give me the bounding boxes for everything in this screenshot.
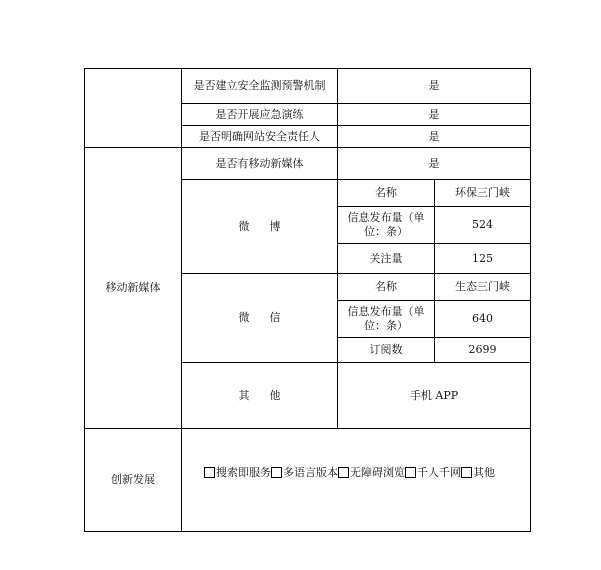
weibo-label [182, 180, 338, 274]
option-other: 其他 [473, 466, 495, 479]
innovation-options [182, 429, 531, 532]
other-label-b: 他 [269, 388, 281, 402]
wechat-name-label: 名称 [338, 274, 435, 301]
other-value: 手机 APP [338, 363, 531, 429]
mobile-section-label: 移动新媒体 [85, 148, 182, 429]
wechat-label-a: 微 [238, 311, 250, 324]
weibo-name-value: 环保三门峡 [435, 180, 531, 207]
monitor-value: 是 [338, 69, 531, 104]
innovation-section-label: 创新发展 [85, 429, 182, 532]
responsible-label: 是否明确网站安全责任人 [182, 126, 338, 148]
wechat-label-b: 信 [269, 311, 281, 324]
wechat-posts-value: 640 [435, 301, 531, 338]
option-personalized: 千人千网 [417, 466, 461, 479]
checkbox-other[interactable] [461, 467, 472, 478]
government-website-report-table [84, 68, 531, 532]
other-label [182, 363, 338, 429]
checkbox-search-service[interactable] [204, 467, 215, 478]
option-accessibility: 无障碍浏览 [350, 466, 405, 479]
weibo-name-label: 名称 [338, 180, 435, 207]
wechat-label [182, 274, 338, 363]
has-mobile-value: 是 [338, 148, 531, 180]
other-label-a: 其 [238, 388, 250, 402]
weibo-follow-value: 125 [435, 244, 531, 274]
drill-value: 是 [338, 104, 531, 126]
weibo-follow-label: 关注量 [338, 244, 435, 274]
wechat-posts-label: 信息发布量（单位：条） [338, 301, 435, 338]
security-section-cell [85, 69, 182, 148]
wechat-subs-value: 2699 [435, 338, 531, 363]
weibo-posts-label: 信息发布量（单位：条） [338, 207, 435, 244]
responsible-value: 是 [338, 126, 531, 148]
table-row [85, 429, 531, 532]
checkbox-accessibility[interactable] [338, 467, 349, 478]
option-search-service: 搜索即服务 [216, 466, 271, 479]
checkbox-personalized[interactable] [405, 467, 416, 478]
weibo-label-b: 博 [269, 219, 281, 233]
table-row [85, 148, 531, 180]
wechat-subs-label: 订阅数 [338, 338, 435, 363]
has-mobile-label: 是否有移动新媒体 [182, 148, 338, 180]
drill-label: 是否开展应急演练 [182, 104, 338, 126]
weibo-label-a: 微 [238, 219, 250, 233]
table-row [85, 69, 531, 104]
weibo-posts-value: 524 [435, 207, 531, 244]
monitor-label: 是否建立安全监测预警机制 [182, 69, 338, 104]
checkbox-multilingual[interactable] [271, 467, 282, 478]
wechat-name-value: 生态三门峡 [435, 274, 531, 301]
option-multilingual: 多语言版本 [283, 466, 338, 479]
